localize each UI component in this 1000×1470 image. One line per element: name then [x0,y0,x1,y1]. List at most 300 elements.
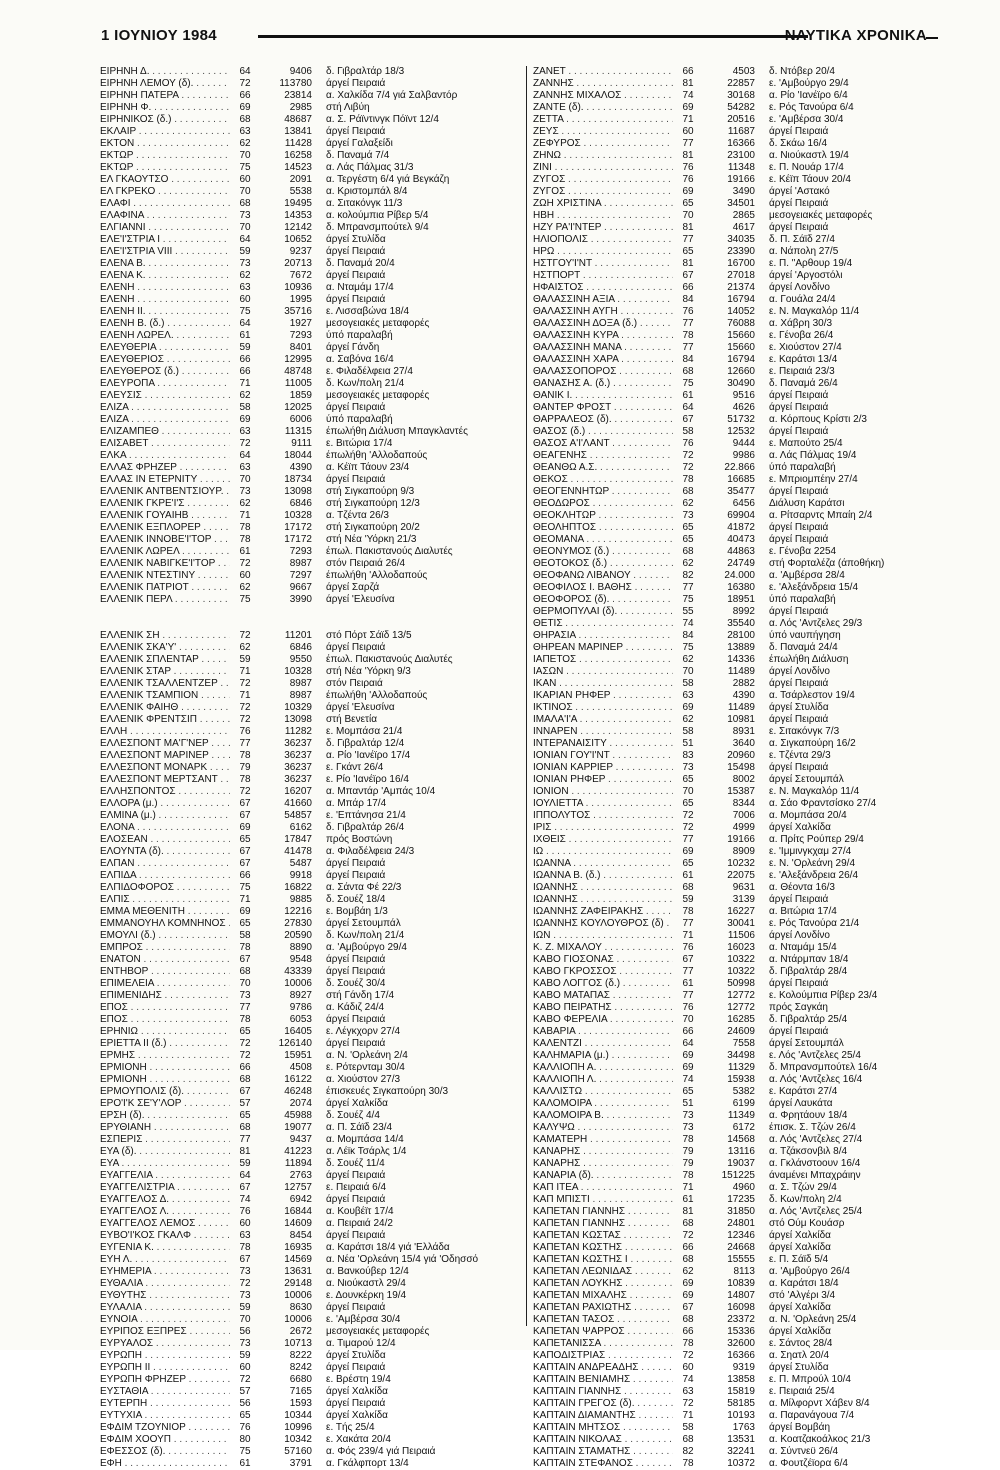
build-year: 71 [239,666,251,677]
ship-status: άργεί Στυλίδα [326,234,386,245]
ship-name: ΕΛΑΦΙ . . . [100,198,230,210]
ship-name: ΕΛΠΑΝ . . . [100,858,230,870]
ship-row [533,1134,943,1146]
ship-name: ΗΒΗ . . . [533,210,673,222]
tonnage: 9786 [289,1002,312,1013]
ship-status: στό Πόρτ Σάϊδ 13/5 [326,630,412,641]
ship-row [533,162,943,174]
tonnage: 14336 [727,654,755,665]
build-year: 75 [239,306,251,317]
ship-row [533,606,943,618]
ship-row [533,186,943,198]
ship-name: ΕΛ ΓΚΑΟΥΤΣΟ . . . [100,174,230,186]
build-year: 62 [239,270,251,281]
ship-row [100,78,525,90]
ship-status: άργεί 'Ελευσίνα [326,594,395,605]
ship-name: ΕΛΛΕΝΙΚ ΓΟΥΑΙΗΒ . . . [100,510,230,522]
build-year: 55 [682,606,694,617]
ship-name: ΘΑΡΡΑΛΕΟΣ (δ). . . . [533,414,673,426]
ship-status: άργεί Πειραιά [326,1038,386,1049]
tonnage: 16380 [727,582,755,593]
ship-status: στή Νέα 'Υόρκη 9/3 [326,666,411,677]
ship-status: άργεί Χαλκίδα [769,1230,831,1241]
tonnage: 57160 [284,1446,312,1457]
publication-title: ΝΑΥΤΙΚΑ ΧΡΟΝΙΚΑ [784,27,927,44]
tonnage: 3990 [289,594,312,605]
tonnage: 10342 [284,1434,312,1445]
ship-name: ΙΑΣΩΝ . . . [533,666,673,678]
tonnage: 13858 [727,1374,755,1385]
ship-row [100,726,525,738]
ship-row [533,258,943,270]
tonnage: 11282 [284,726,312,737]
ship-row [533,714,943,726]
ship-status: ε. Σιτακόνγκ 7/3 [769,726,840,737]
tonnage: 6006 [289,414,312,425]
ship-name: ΚΑΠΕΤΑΝ ΓΙΑΝΝΗΣ . . . [533,1206,673,1218]
ship-status: α. Νιούκαστλ 19/4 [769,150,849,161]
build-year: 60 [682,1362,694,1373]
ship-status: α. Γκάλφπορτ 13/4 [326,1458,409,1469]
tonnage: 15938 [727,1074,755,1085]
build-year: 74 [682,1374,694,1385]
build-year: 63 [239,126,251,137]
ship-row [533,810,943,822]
build-year: 69 [682,1062,694,1073]
ship-row [533,138,943,150]
build-year: 59 [682,894,694,905]
tonnage: 36237 [284,738,312,749]
tonnage: 9667 [289,582,312,593]
tonnage: 15660 [727,342,755,353]
build-year: 84 [682,294,694,305]
ship-name: ΙΝΤΕΡΑΝΑΙΣΙΤΥ . . . [533,738,673,750]
ship-name: ΕΛΛΕΝΙΚ ΝΤΕΣΤΙΝΥ . . . [100,570,230,582]
build-year: 69 [239,414,251,425]
tonnage: 58185 [727,1398,755,1409]
tonnage: 17235 [727,1194,755,1205]
tonnage: 7006 [732,810,755,821]
build-year: 66 [682,1026,694,1037]
tonnage: 10232 [727,858,755,869]
ship-status: ε. Πειραιά 23/3 [769,366,835,377]
build-year: 62 [682,654,694,665]
ship-status: άργεί Στυλίδα [769,702,829,713]
ship-row [100,378,525,390]
ship-name: ΕΛΟΥΝΤΑ (δ). . . . [100,846,230,858]
ship-row [533,558,943,570]
ship-row [533,1350,943,1362]
build-year: 80 [239,1434,251,1445]
build-year: 74 [682,618,694,629]
tonnage: 8927 [289,990,312,1001]
build-year: 72 [682,822,694,833]
ship-status: ε. 'Αλεξάνδρεια 15/4 [769,582,858,593]
build-year: 72 [239,630,251,641]
ship-name: ΚΑΒΟ ΛΟΓΓΟΣ (δ.) . . . [533,978,673,990]
build-year: 61 [239,546,251,557]
tonnage: 10996 [284,1422,312,1433]
build-year: 69 [239,906,251,917]
tonnage: 51732 [727,414,755,425]
ship-row [100,1134,525,1146]
ship-name: ΚΑΠΕΤΑΝΙΣΣΑ . . . [533,1338,673,1350]
ship-status: α. Καράτσι 18/4 [769,1278,839,1289]
ship-status: άργεί Λαυκάτα [769,1098,833,1109]
ship-row [100,1338,525,1350]
header-rule [258,35,808,38]
ship-status: α. Τζέντα 26/3 [326,510,389,521]
build-year: 68 [239,114,251,125]
build-year: 78 [239,774,251,785]
tonnage: 19037 [727,1158,755,1169]
build-year: 73 [239,210,251,221]
ship-row [533,798,943,810]
build-year: 61 [682,390,694,401]
ship-row [533,1038,943,1050]
build-year: 59 [239,1302,251,1313]
ship-name: ΚΑΠΟΔΙΣΤΡΙΑΣ . . . [533,1350,673,1362]
ship-name: ΙΡΙΣ . . . [533,822,673,834]
ship-status: άργεί Σαρζά [326,582,380,593]
tonnage: 3791 [289,1458,312,1469]
tonnage: 6199 [732,1098,755,1109]
build-year: 81 [682,150,694,161]
build-year: 63 [239,1230,251,1241]
ship-name: ΘΑΣΟΣ Α'Ι'ΛΑΝΤ . . . [533,438,673,450]
ship-status: α. Μομπάσα 20/4 [769,810,847,821]
ship-row [100,1458,525,1470]
ship-name: ΚΑΠΤΑΙΝ ΣΤΑΜΑΤΗΣ . . . [533,1446,673,1458]
tonnage: 16098 [727,1302,755,1313]
build-year: 78 [239,750,251,761]
ship-status: α. Βιτώρια 17/4 [769,906,837,917]
build-year: 65 [239,1026,251,1037]
ship-row [533,78,943,90]
tonnage: 19166 [727,834,755,845]
ship-status: α. Λάς Πάλμας 31/3 [326,162,414,173]
tonnage: 35540 [727,618,755,629]
ship-status: α. Σ. Τζών 29/4 [769,1182,837,1193]
tonnage: 35716 [284,306,312,317]
build-year: 76 [682,1002,694,1013]
ship-name: ΙΩΑΝΝΑ . . . [533,858,673,870]
ship-row [533,1170,943,1182]
ship-status: α. Τσάρλεστον 19/4 [769,690,855,701]
tonnage: 15951 [284,1050,312,1061]
ship-name: ΕΥΣΤΑΘΙΑ . . . [100,1386,230,1398]
tonnage: 34498 [727,1050,755,1061]
ship-name: ΘΕΑΓΕΝΗΣ . . . [533,450,673,462]
build-year: 75 [239,594,251,605]
ship-status: άργεί Πειραιά [326,78,386,89]
ship-status: α. Καράτσι 18/4 γιά 'Ελλάδα [326,1242,450,1253]
tonnage: 6456 [732,498,755,509]
tonnage: 13116 [727,1146,755,1157]
ship-name: ΕΛΛΟΡΑ (μ.) . . . [100,798,230,810]
ship-status: έπισκευές Σιγκαπούρη 30/3 [326,1086,449,1097]
tonnage: 10344 [284,1410,312,1421]
tonnage: 10652 [284,234,312,245]
ship-row [533,1074,943,1086]
tonnage: 11894 [284,1158,312,1169]
build-year: 70 [682,786,694,797]
ship-name: ΙΩΑΝΝΑ Β. (δ.) . . . [533,870,673,882]
tonnage: 10322 [727,954,755,965]
ship-row [533,1398,943,1410]
ship-status: ε. Πειραιά 25/4 [769,1386,835,1397]
ship-name: ΕΛΛΕΝΙΚ ΙΝΝΟΒΕ'Ι'ΤΟΡ . . . [100,534,230,546]
build-year: 68 [682,1218,694,1229]
ship-status: άργεί Πειραιά [769,894,829,905]
ship-name: ΕΥΑ . . . [100,1158,230,1170]
ship-name: ΕΛΛΗΣΠΟΝΤΟΣ . . . [100,786,230,798]
build-year: 71 [682,1410,694,1421]
build-year: 60 [239,294,251,305]
ship-status: άργεί Σετουμπάλ [326,918,401,929]
tonnage: 3490 [732,186,755,197]
ship-name: ΕΛΕΥΣΙΣ . . . [100,390,230,402]
build-year: 66 [239,1062,251,1073]
ship-status: ε. Δουνκέρκη 19/4 [326,1290,407,1301]
tonnage: 11005 [284,378,312,389]
ship-row [100,282,525,294]
ship-name: ΕΥΡΩΠΗ ΙΙ . . . [100,1362,230,1374]
ship-row [533,1386,943,1398]
tonnage: 13889 [727,642,755,653]
ship-name: ΚΑΛΕΝΤΖΙ . . . [533,1038,673,1050]
ship-status: α. Ν. 'Ορλεάνη 25/4 [769,1314,857,1325]
ship-status: α. Σιτακόνγκ 11/3 [326,198,403,209]
ship-row [533,978,943,990]
ship-row [100,1362,525,1374]
ship-name: ΚΑΒΟ ΓΚΡΟΣΣΟΣ . . . [533,966,673,978]
tonnage: 12772 [727,1002,755,1013]
ship-row [100,738,525,750]
ship-name: ΕΙΡΗΝΗ ΠΑΤΕΡΑ . . . [100,90,230,102]
tonnage: 13631 [284,1266,312,1277]
tonnage: 23390 [727,246,755,257]
ship-status: μεσογειακές μεταφορές [326,390,430,401]
tonnage: 28100 [727,630,755,641]
build-year: 59 [239,654,251,665]
build-year: 75 [682,378,694,389]
ship-row [533,1278,943,1290]
ship-row [100,630,525,642]
ship-status: ε. 'Αμβέρσα 30/4 [769,114,844,125]
build-year: 68 [682,486,694,497]
ship-name: ΖΥΓΟΣ . . . [533,174,673,186]
ship-status: μεσογειακές μεταφορές [326,318,430,329]
ship-row [100,870,525,882]
ship-status: α. Χαλκίδα 7/4 γιά Σαλβαντόρ [326,90,458,101]
ship-status: ε. Καράτσι 13/4 [769,354,838,365]
ship-name: ΚΑΠΕΤΑΝ ΨΑΡΡΟΣ . . . [533,1326,673,1338]
ship-name: ΖΕΤΤΑ . . . [533,114,673,126]
tonnage: 6053 [289,1014,312,1025]
ship-status: άργεί Πειραιά [769,534,829,545]
ship-name: ΚΑΠΕΤΑΝ ΡΑΧΙΩΤΗΣ . . . [533,1302,673,1314]
build-year: 73 [239,1290,251,1301]
build-year: 68 [682,366,694,377]
build-year: 63 [682,1386,694,1397]
ship-row [533,1242,943,1254]
ship-row [533,1098,943,1110]
tonnage: 17172 [284,534,312,545]
ship-name: ΙΝΝΑΡΕΝ . . . [533,726,673,738]
tonnage: 12772 [727,990,755,1001]
build-year: 70 [239,186,251,197]
issue-date: 1 ΙΟΥΝΙΟΥ 1984 [101,27,217,44]
ship-status: άργεί 'Ελευσίνα [326,702,395,713]
ship-name: ΕΥΑ (δ). . . . [100,1146,230,1158]
build-year: 74 [682,90,694,101]
ship-status: ε. Π. Μπρούλ 10/4 [769,1374,851,1385]
ship-status: στή Λιβύη [326,102,370,113]
ship-name: ΕΛΛΕΝΙΚ ΕΞΠΛΟΡΕΡ . . . [100,522,230,534]
tonnage: 9918 [289,870,312,881]
tonnage: 13098 [284,714,312,725]
ship-row [533,330,943,342]
ship-status: ε. Ρός Τανούρα 6/4 [769,102,854,113]
tonnage: 10981 [727,714,755,725]
ship-name: ΙΩΝ . . . [533,930,673,942]
tonnage: 48748 [284,366,312,377]
tonnage: 8890 [289,942,312,953]
build-year: 70 [239,150,251,161]
tonnage: 14353 [284,210,312,221]
ship-row [100,678,525,690]
ship-name: ΘΕΟΔΩΡΟΣ . . . [533,498,673,510]
ship-row [533,534,943,546]
ship-row [533,174,943,186]
ship-name: ΕΜΜΑΝΟΥΗΛ ΚΟΜΝΗΝΟΣ . . . [100,918,230,930]
tonnage: 9437 [289,1134,312,1145]
ship-name: ΕΡΙΕΤΤΑ ΙΙ (δ.) . . . [100,1038,230,1050]
build-year: 68 [239,1122,251,1133]
ship-name: ΘΕΟΤΟΚΟΣ (δ.) . . . [533,558,673,570]
ship-name: ΕΛΛΕΝΙΚ ΣΗ . . . [100,630,230,642]
ship-row [100,390,525,402]
tonnage: 11687 [727,126,755,137]
ship-name: ΕΛΕΝΗ . . . [100,282,230,294]
tonnage: 16685 [727,474,755,485]
ship-name: ΕΛΛΕΝΙΚ ΛΩΡΕΛ . . . [100,546,230,558]
tonnage: 46248 [284,1086,312,1097]
ship-status: ε. Γένοβα 26/4 [769,330,834,341]
build-year: 66 [682,1242,694,1253]
ship-row [100,546,525,558]
tonnage: 7558 [732,1038,755,1049]
ship-name: ΕΛΚΑ . . . [100,450,230,462]
tonnage: 11201 [284,630,312,641]
ship-row [533,1122,943,1134]
ship-name: ΕΜΠΡΟΣ . . . [100,942,230,954]
ship-status: στό Ούμ Κουάσρ [769,1218,845,1229]
ship-status: άργεί Πειραιά [769,606,829,617]
tonnage: 6162 [289,822,312,833]
ship-row [533,1338,943,1350]
build-year: 59 [239,246,251,257]
ship-name: ΖΑΝΕΤ . . . [533,66,673,78]
ship-status: στή Γάνδη 17/4 [326,990,395,1001]
build-year: 76 [239,1422,251,1433]
ship-row [533,438,943,450]
ship-row [100,1026,525,1038]
tonnage: 10329 [284,702,312,713]
ship-status: άργεί 'Αργοστόλι [769,270,843,281]
ship-name: ΕΥΤΥΧΙΑ . . . [100,1410,230,1422]
ship-name: ΖΕΦΥΡΟΣ . . . [533,138,673,150]
ship-name: ΙΠΠΟΛΥΤΟΣ . . . [533,810,673,822]
ship-row [533,90,943,102]
build-year: 69 [682,1050,694,1061]
tonnage: 8222 [289,1350,312,1361]
build-year: 65 [682,198,694,209]
build-year: 64 [239,66,251,77]
ship-name: ΘΑΛΑΣΣΙΝΗ ΑΥΓΗ . . . [533,306,673,318]
ship-name: ΕΛΛΕΝΙΚ ΠΑΤΡΙΟΤ . . . [100,582,230,594]
ship-name: ΙΟΥΛΙΕΤΤΑ . . . [533,798,673,810]
tonnage: 20590 [284,930,312,941]
ship-status: άργεί Στυλίδα [326,1350,386,1361]
ship-status: δ. Κων/πολη 21/4 [326,378,405,389]
ship-row [100,918,525,930]
ship-row [100,330,525,342]
build-year: 71 [682,930,694,941]
ship-row [100,534,525,546]
tonnage: 44863 [727,546,755,557]
build-year: 65 [682,774,694,785]
ship-name: ΕΙΡΗΝΗ ΛΕΜΟΥ (δ). . . . [100,78,230,90]
ship-status: δ. Γιβραλτάρ 25/4 [769,1014,848,1025]
ship-status: δ. Παναμά 26/4 [769,378,838,389]
ship-row [100,966,525,978]
tonnage: 4960 [732,1182,755,1193]
ship-status: ε. Λός 'Αντζελες 25/4 [769,1050,861,1061]
build-year: 72 [682,1398,694,1409]
build-year: 67 [682,414,694,425]
build-year: 72 [239,438,251,449]
build-year: 67 [239,858,251,869]
ship-name: ΕΛΕ'Ι'ΣΤΡΙΑ VIII . . . [100,246,230,258]
build-year: 60 [682,126,694,137]
ship-status: α. Κάδιζ 24/4 [326,1002,385,1013]
ship-name: ΖΑΝΤΕ (δ). . . . [533,102,673,114]
tonnage: 17172 [284,522,312,533]
ship-row [100,1230,525,1242]
ship-name: ΕΠΙΜΕΝΙΔΗΣ . . . [100,990,230,1002]
ship-row [100,354,525,366]
build-year: 69 [239,822,251,833]
build-year: 70 [239,222,251,233]
ship-name: ΚΑΠΤΑΙΝ ΑΝΔΡΕΑΔΗΣ . . . [533,1362,673,1374]
ship-status: δ. Γιβραλτάρ 26/4 [326,822,405,833]
ship-row [533,1362,943,1374]
tonnage: 10839 [727,1278,755,1289]
ship-name: ΚΑΒΟ ΦΕΡΕΛΙΑ . . . [533,1014,673,1026]
ship-row [100,978,525,990]
tonnage: 11348 [727,162,755,173]
ship-status: άργεί Πειραιά [326,294,386,305]
ship-row [533,234,943,246]
ship-row [533,726,943,738]
ship-status: άργεί Πειραιά [769,402,829,413]
ship-name: ΕΛΛΕΝΙΚ ΤΣΑΜΠΙΟΝ . . . [100,690,230,702]
tonnage: 8987 [289,558,312,569]
ship-name: ΗΡΩ . . . [533,246,673,258]
build-year: 76 [239,1206,251,1217]
